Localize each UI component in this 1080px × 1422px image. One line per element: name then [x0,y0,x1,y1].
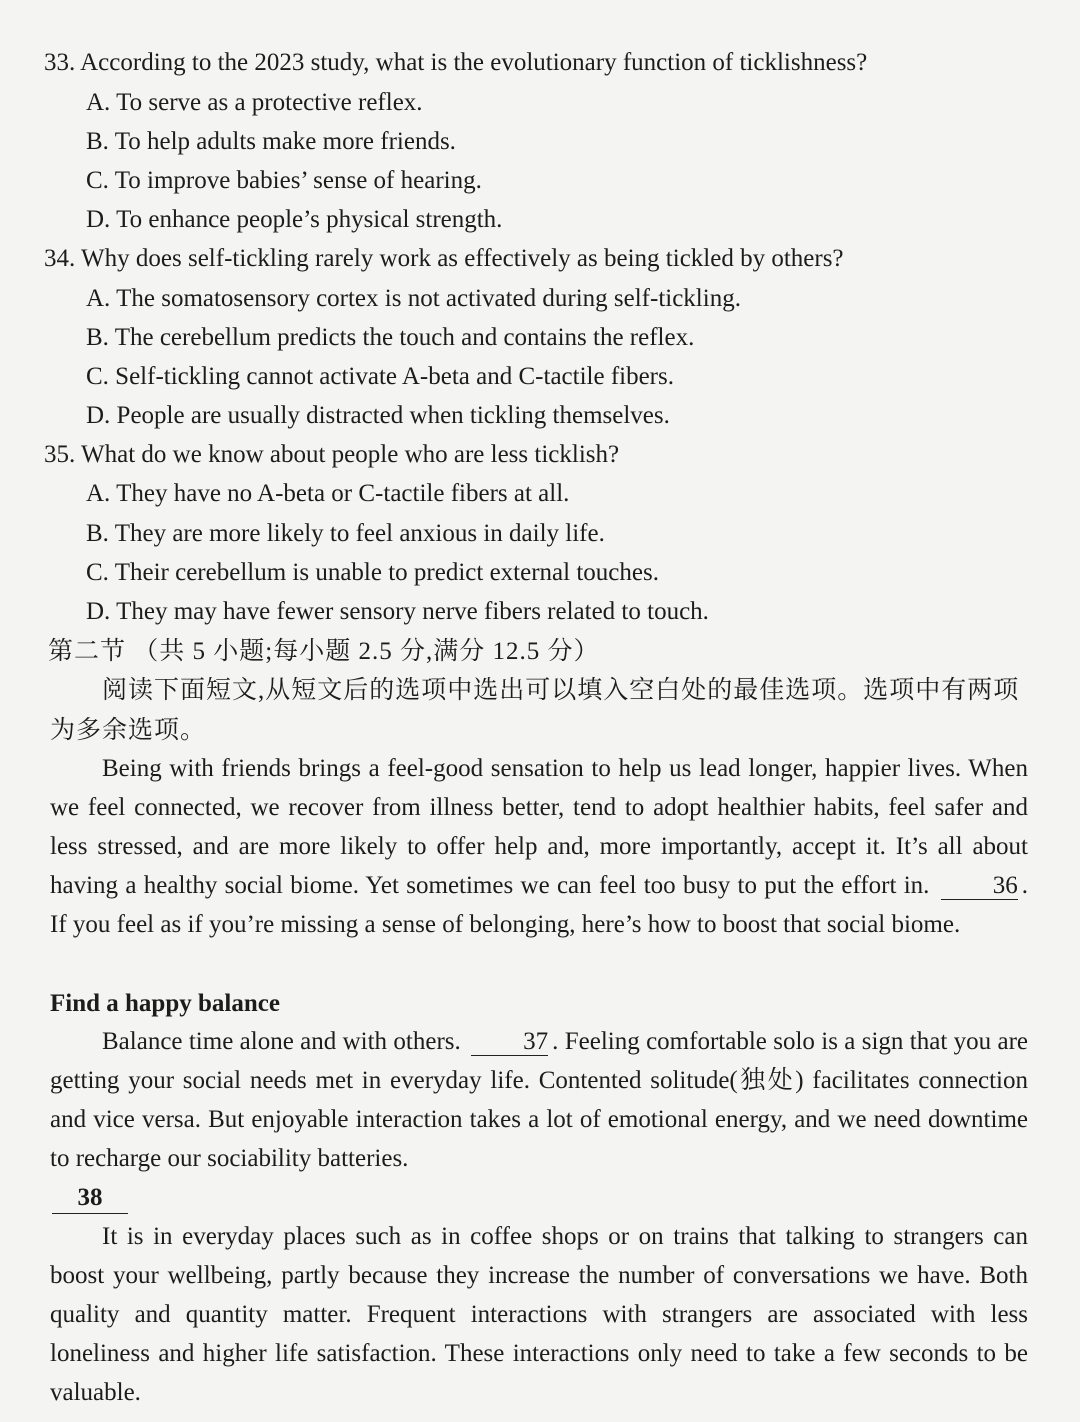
section-instruction-line1: 阅读下面短文,从短文后的选项中选出可以填入空白处的最佳选项。选项中有两项 [102,677,1020,704]
question-35-option-a: A. They have no A-beta or C-tactile fibers at all. [86,480,570,507]
question-33-stem: 33. According to the 2023 study, what is the evolutionary function of ticklishness? [44,49,868,76]
question-33-option-c: C. To improve babies’ sense of hearing. [86,167,482,194]
section-heading-find-balance: Find a happy balance [50,990,280,1017]
section-title: 第二节 （共 5 小题;每小题 2.5 分,满分 12.5 分） [48,638,600,665]
blank-37: 37 [471,1029,548,1056]
question-33-option-b: B. To help adults make more friends. [86,128,456,155]
passage-paragraph-1-after: . If you feel as if you’re missing a sense of belonging, here’s how to boost that social biome. [50,872,1028,938]
passage-paragraph-2-before: Balance time alone and with others. [102,1028,461,1055]
passage-paragraph-2 [50,1022,1028,1178]
question-35-option-c: C. Their cerebellum is unable to predict external touches. [86,559,659,586]
blank-36: 36 [941,873,1018,900]
passage-paragraph-3: It is in everyday places such as in coffee shops or on trains that talking to strangers can boost your wellbeing, partly because they increase the number of conversations we have. Both quality and quantity matter. Frequent interactions with strangers are associated with less loneliness and higher life satisfaction. These interactions only need to take a few seconds to be valuable. [50,1223,1028,1406]
question-33-option-d: D. To enhance people’s physical strength. [86,206,503,233]
question-34-option-d: D. People are usually distracted when tickling themselves. [86,402,670,429]
blank-38: 38 [52,1183,128,1214]
passage-paragraph-1-before: Being with friends brings a feel-good sensation to help us lead longer, happier lives. When we feel connected, we recover from illness better, tend to adopt healthier habits, feel safer and less stressed, and are more likely to offer help and, more importantly, accept it. It’s all about having a healthy social biome. Yet sometimes we can feel too busy to put the effort in. [50,755,1028,899]
question-34-option-b: B. The cerebellum predicts the touch and contains the reflex. [86,324,695,351]
question-34-option-a: A. The somatosensory cortex is not activated during self-tickling. [86,285,741,312]
passage-paragraph-2-after: . Feeling comfortable solo is a sign that you are getting your social needs met in everyday life. Contented solitude(独处) facilitates connection and vice versa. But enjoyable interaction takes a lot of emotional energy, and we need downtime to recharge our sociability batteries. [50,1028,1028,1172]
question-34-option-c: C. Self-tickling cannot activate A-beta and C-tactile fibers. [86,363,674,390]
question-35-stem: 35. What do we know about people who are less ticklish? [44,441,620,468]
question-34-stem: 34. Why does self-tickling rarely work as effectively as being tickled by others? [44,245,844,272]
passage-paragraph-1 [50,749,1028,944]
question-35-option-b: B. They are more likely to feel anxious in daily life. [86,520,605,547]
section-instruction-line2: 为多余选项。 [50,717,207,744]
question-33-option-a: A. To serve as a protective reflex. [86,89,423,116]
question-35-option-d: D. They may have fewer sensory nerve fibers related to touch. [86,598,709,625]
